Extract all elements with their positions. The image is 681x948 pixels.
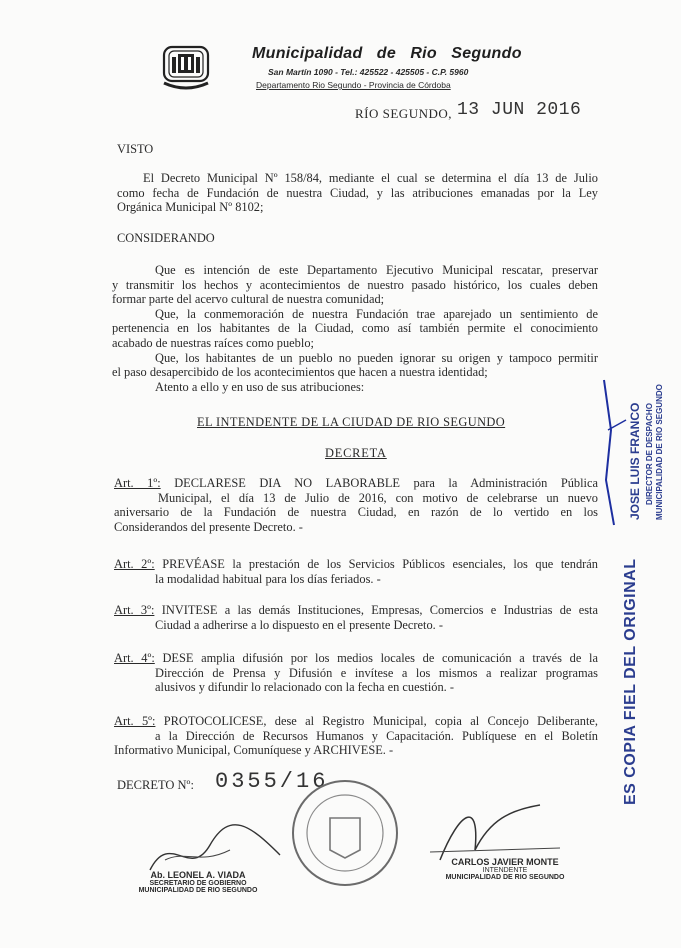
article-3 [114, 603, 598, 632]
article-1 [114, 476, 598, 534]
margin-stamp-org: MUNICIPALIDAD DE RIO SEGUNDO [655, 384, 664, 520]
considerando-line: Que, la conmemoración de nuestra Fundación trae aparejado un sentimiento de [155, 306, 598, 321]
article-label: Art. 2º: [114, 557, 155, 571]
decreto-number: 0355/16 [215, 769, 329, 794]
article-label: Art. 4º: [114, 651, 155, 665]
official-round-stamp [290, 778, 400, 888]
article-label: Art. 1º: [114, 476, 161, 490]
article-line: Municipal, el día 13 de Julio de 2016, con motivo de celebrarse un nuevo [158, 490, 598, 505]
article-line: DECLARESE DIA NO LABORABLE para la Administración Pública [174, 476, 598, 490]
visto-line: Orgánica Municipal Nº 8102; [117, 200, 264, 215]
signature-right-name: CARLOS JAVIER MONTE [451, 857, 559, 867]
article-line: alusivos y difundir lo relacionado con la fecha en cuestión. - [155, 680, 454, 695]
considerando-line: el paso desapercibido de los acontecimientos que hacen a nuestra identidad; [112, 365, 488, 380]
article-line: la modalidad habitual para los días feriados. - [155, 571, 381, 586]
signature-right [430, 857, 580, 881]
decreto-label: DECRETO Nº: [117, 778, 194, 792]
signature-left-name: Ab. LEONEL A. VIADA [150, 870, 246, 880]
considerando-paragraph [112, 263, 598, 394]
article-2 [114, 557, 598, 586]
article-5 [114, 714, 598, 758]
copia-fiel-stamp: ES COPIA FIEL DEL ORIGINAL [622, 558, 639, 805]
considerando-line: Que, los habitantes de un pueblo no pueden ignorar su origen y tampoco permitir [155, 350, 598, 365]
considerando-line: y transmitir los hechos y acontecimientos de nuestro pasado histórico, los cuales deben [112, 277, 598, 292]
article-4 [114, 651, 598, 695]
article-line: Considerandos del presente Decreto. - [114, 519, 303, 534]
article-line: Dirección de Prensa y Difusión e invítese a los mismos a realizar programas [155, 665, 598, 680]
article-label: Art. 5º: [114, 714, 156, 728]
article-line: PREVÉASE la prestación de los Servicios Públicos esenciales, los que tendrán [162, 557, 598, 571]
considerando-line: pertenencia en los habitantes de la Ciudad, como así también permite el conocimiento [112, 321, 598, 336]
date-place: RÍO SEGUNDO, [355, 106, 452, 121]
signature-right-org: MUNICIPALIDAD DE RIO SEGUNDO [445, 874, 565, 881]
article-line: Informativo Municipal, Comuníquese y ARCHIVESE. - [114, 743, 394, 758]
considerando-line: Atento a ello y en uso de sus atribuciones: [155, 379, 365, 394]
article-line: INVITESE a las demás Instituciones, Empresas, Comercios e Industrias de esta [161, 603, 598, 617]
visto-heading: VISTO [117, 142, 154, 156]
article-line: PROTOCOLICESE, dese al Registro Municipal, copia al Concejo Deliberante, [163, 714, 598, 728]
municipal-seal-logo [160, 45, 212, 91]
article-line: Ciudad a adherirse a lo dispuesto en el presente Decreto. - [155, 617, 443, 632]
margin-stamp-role: DIRECTOR DE DESPACHO [645, 403, 654, 505]
signature-left-role: SECRETARIO DE GOBIERNO [149, 880, 247, 887]
considerando-line: formar parte del acervo cultural de nuestra comunidad; [112, 292, 385, 307]
header-department: Departamento Rio Segundo - Provincia de Córdoba [256, 80, 451, 90]
visto-paragraph [117, 171, 598, 215]
signature-right-role: INTENDENTE [482, 867, 528, 874]
article-line: DESE amplia difusión por los medios locales de comunicación a través de la [162, 651, 598, 665]
considerando-line: acabado de nuestras raíces como pueblo; [112, 335, 314, 350]
header-title: Municipalidad de Rio Segundo [252, 45, 522, 62]
visto-line: como fecha de Fundación de nuestra Ciudad, y las atribuciones emanadas por la Ley [117, 185, 598, 200]
margin-stamp-name: JOSE LUIS FRANCO [628, 402, 642, 520]
article-line: aniversario de la Fundación de nuestra Ciudad, en razón de lo vertido en los [114, 505, 598, 520]
signature-left [118, 870, 278, 894]
article-line: a la Dirección de Recursos Humanos y Capacitación. Publíquese en el Boletín [155, 728, 598, 743]
visto-line: El Decreto Municipal Nº 158/84, mediante el cual se determina el día 13 de Julio [143, 171, 598, 185]
considerando-line: Que es intención de este Departamento Ejecutivo Municipal rescatar, preservar [155, 263, 598, 277]
decreta-heading: DECRETA [325, 446, 387, 460]
intendente-heading: EL INTENDENTE DE LA CIUDAD DE RIO SEGUNDO [197, 415, 506, 429]
article-label: Art. 3º: [114, 603, 155, 617]
signature-left-org: MUNICIPALIDAD DE RIO SEGUNDO [138, 887, 258, 894]
considerando-heading: CONSIDERANDO [117, 231, 215, 245]
date-stamp: 13 JUN 2016 [457, 100, 582, 120]
header-address: San Martín 1090 - Tel.: 425522 - 425505 - C.P. 5960 [268, 67, 469, 77]
